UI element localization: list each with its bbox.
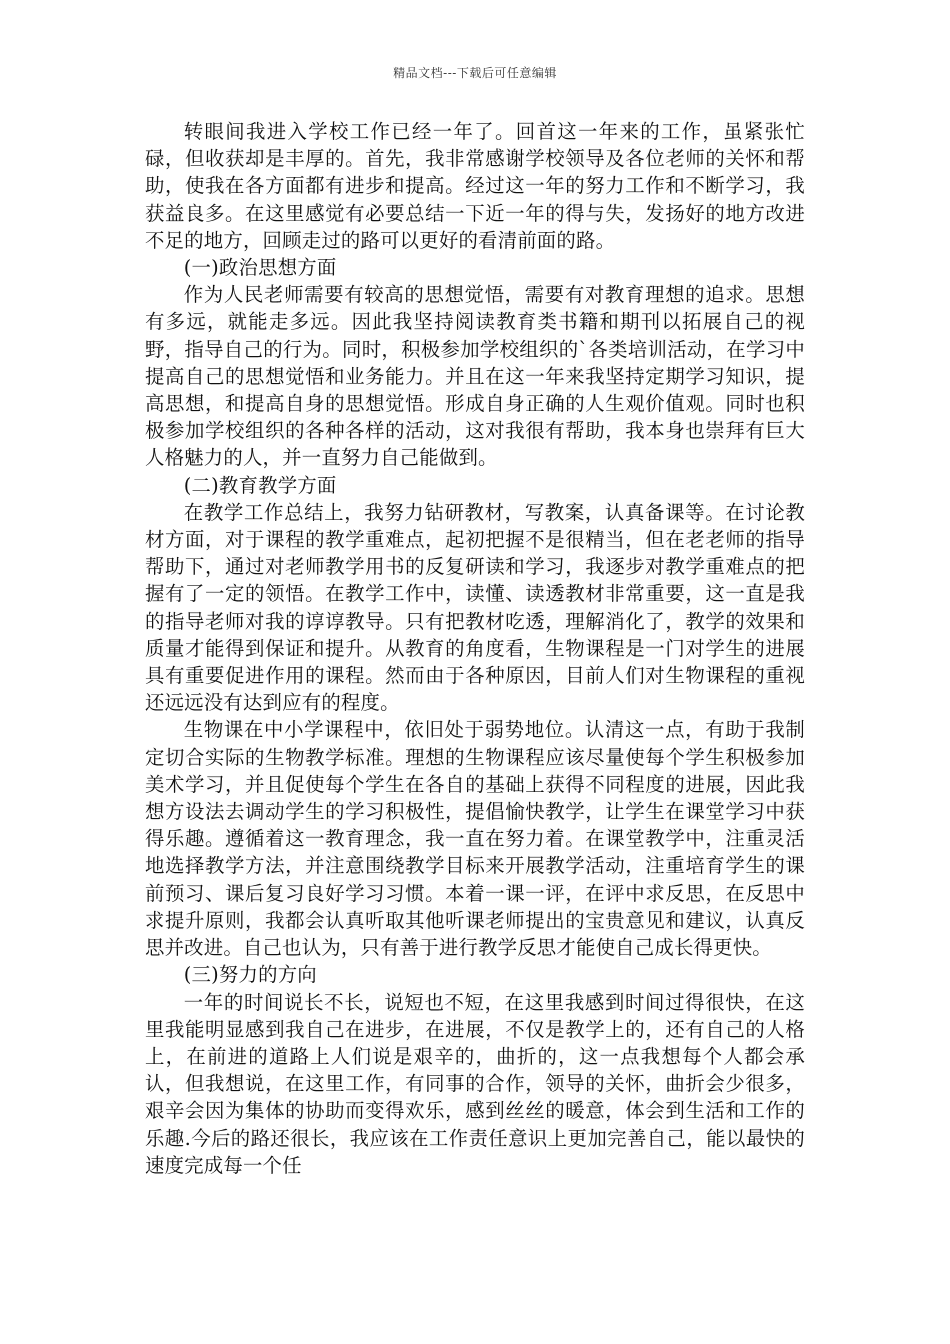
section-heading-politics: (一)政治思想方面	[183, 256, 337, 280]
page-header: 精品文档---下载后可任意编辑	[393, 66, 557, 80]
document-body	[145, 118, 805, 1179]
politics-paragraph: 作为人民老师需要有较高的思想觉悟，需要有对教育理想的追求。思想有多远，就能走多远。因此我坚持阅读教育类书籍和期刊以拓展自己的视野，指导自己的行为。同时，积极参加学校组织的`各类培训活动，在学习中提高自己的思想觉悟和业务能力。并且在这一年来我坚持定期学习知识，提高思想，和提高自身的思想觉悟。形成自身正确的人生观价值观。同时也积极参加学校组织的各种各样的活动，这对我很有帮助，我本身也崇拜有巨大人格魅力的人，并一直努力自己能做到。	[145, 283, 805, 470]
direction-paragraph: 一年的时间说长不长，说短也不短，在这里我感到时间过得很快，在这里我能明显感到我自己在进步，在进展，不仅是教学上的，还有自己的人格上，在前进的道路上人们说是艰辛的，曲折的，这一点我想每个人都会承认，但我想说，在这里工作，有同事的合作，领导的关怀，曲折会少很多，艰辛会因为集体的协助而变得欢乐，感到丝丝的暖意，体会到生活和工作的乐趣.今后的路还很长，我应该在工作责任意识上更加完善自己，能以最快的速度完成每一个任	[145, 990, 805, 1177]
section-heading-teaching: (二)教育教学方面	[183, 473, 337, 497]
teaching-paragraph-1: 在教学工作总结上，我努力钻研教材，写教案，认真备课等。在讨论教材方面，对于课程的教学重难点，起初把握不是很精当，但在老老师的指导帮助下，通过对老师教学用书的反复研读和学习，我逐步对教学重难点的把握有了一定的领悟。在教学工作中，读懂、读透教材非常重要，这一直是我的指导老师对我的谆谆教导。只有把教材吃透，理解消化了，教学的效果和质量才能得到保证和提升。从教育的角度看，生物课程是一门对学生的进展具有重要促进作用的课程。然而由于各种原因，目前人们对生物课程的重视还远远没有达到应有的程度。	[145, 500, 805, 715]
section-heading-direction: (三)努力的方向	[183, 963, 317, 987]
teaching-paragraph-2: 生物课在中小学课程中，依旧处于弱势地位。认清这一点，有助于我制定切合实际的生物教学标准。理想的生物课程应该尽量使每个学生积极参加美术学习，并且促使每个学生在各自的基础上获得不同程度的进展，因此我想方设法去调动学生的学习积极性，提倡愉快教学，让学生在课堂学习中获得乐趣。遵循着这一教育理念，我一直在努力着。在课堂教学中，注重灵活地选择教学方法，并注意围绕教学目标来开展教学活动，注重培育学生的课前预习、课后复习良好学习习惯。本着一课一评，在评中求反思，在反思中求提升原则，我都会认真听取其他听课老师提出的宝贵意见和建议，认真反思并改进。自己也认为，只有善于进行教学反思才能使自己成长得更快。	[145, 718, 805, 960]
intro-paragraph: 转眼间我进入学校工作已经一年了。回首这一年来的工作，虽紧张忙碌，但收获却是丰厚的。首先，我非常感谢学校领导及各位老师的关怀和帮助，使我在各方面都有进步和提高。经过这一年的努力工作和不断学习，我获益良多。在这里感觉有必要总结一下近一年的得与失，发扬好的地方改进不足的地方，回顾走过的路可以更好的看清前面的路。	[145, 120, 805, 252]
